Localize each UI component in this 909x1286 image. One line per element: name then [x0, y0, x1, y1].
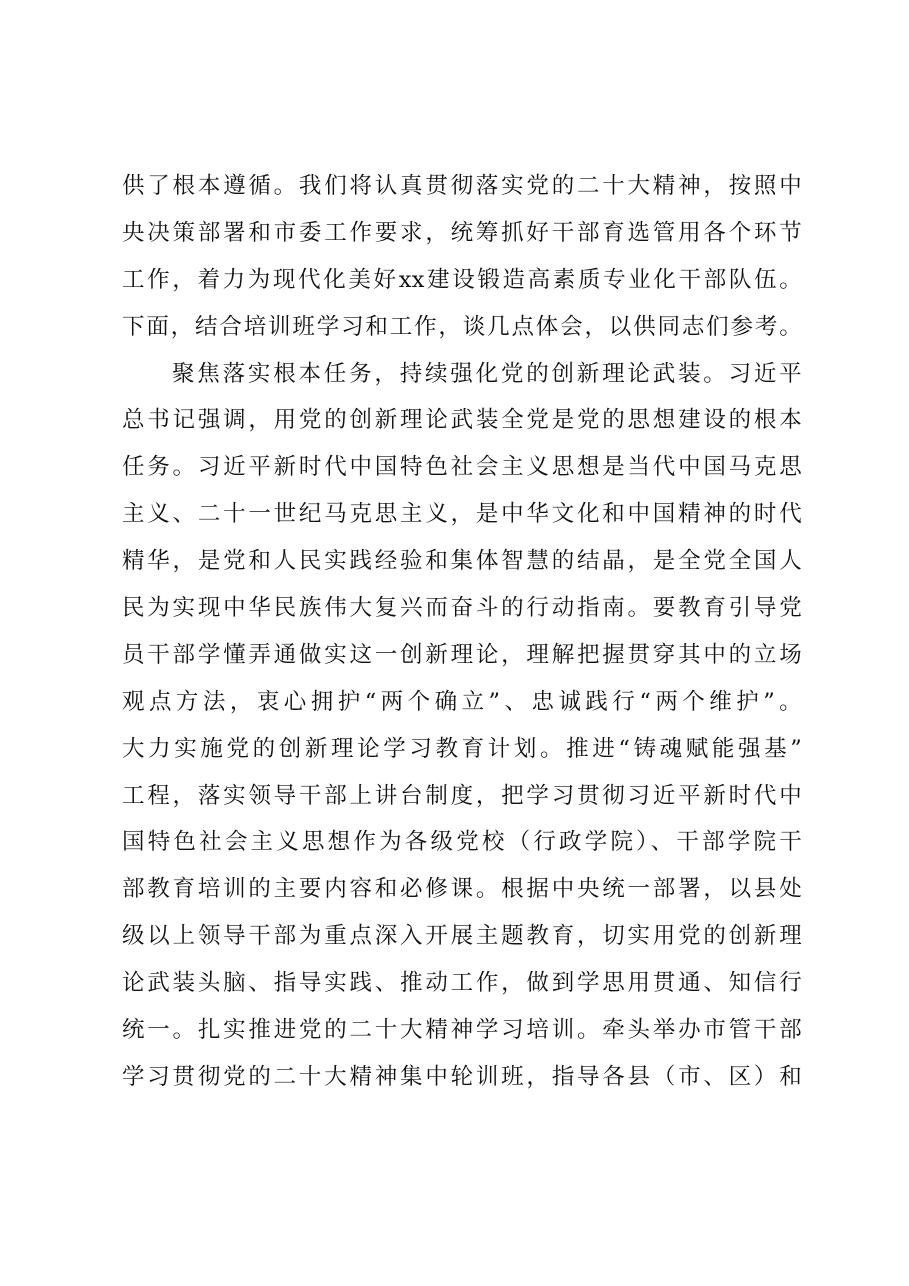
text-line: 级以上领导干部为重点深入开展主题教育，切实用党的创新理	[122, 923, 802, 950]
text-line: 学习贯彻党的二十大精神集中轮训班，指导各县（市、区）和	[122, 1063, 802, 1090]
text-line: 工作，着力为现代化美好xx建设锻造高素质专业化干部队伍。	[122, 266, 802, 293]
text-line: 国特色社会主义思想作为各级党校（行政学院）、干部学院干	[122, 829, 802, 856]
text-line: 民为实现中华民族伟大复兴而奋斗的行动指南。要教育引导党	[122, 595, 802, 622]
text-line: 统一。扎实推进党的二十大精神学习培训。牵头举办市管干部	[122, 1017, 802, 1044]
text-line: 部教育培训的主要内容和必修课。根据中央统一部署，以县处	[122, 876, 802, 903]
text-line: 大力实施党的创新理论学习教育计划。推进“铸魂赋能强基”	[122, 735, 802, 762]
paragraph-start-line: 聚焦落实根本任务，持续强化党的创新理论武装。习近平	[172, 360, 802, 387]
text-line: 主义、二十一世纪马克思主义，是中华文化和中国精神的时代	[122, 501, 802, 528]
text-line: 员干部学懂弄通做实这一创新理论，理解把握贯穿其中的立场	[122, 641, 802, 668]
text-line: 下面，结合培训班学习和工作，谈几点体会，以供同志们参考。	[122, 313, 802, 340]
text-line: 工程，落实领导干部上讲台制度，把学习贯彻习近平新时代中	[122, 782, 802, 809]
text-line: 央决策部署和市委工作要求，统筹抓好干部育选管用各个环节	[122, 219, 802, 246]
document-body	[122, 163, 802, 1101]
text-line: 论武装头脑、指导实践、推动工作，做到学思用贯通、知信行	[122, 970, 802, 997]
text-line: 总书记强调，用党的创新理论武装全党是党的思想建设的根本	[122, 407, 802, 434]
text-line: 观点方法，衷心拥护“两个确立”、忠诚践行“两个维护”。	[122, 688, 802, 715]
text-line: 任务。习近平新时代中国特色社会主义思想是当代中国马克思	[122, 454, 802, 481]
text-line: 精华，是党和人民实践经验和集体智慧的结晶，是全党全国人	[122, 548, 802, 575]
text-line: 供了根本遵循。我们将认真贯彻落实党的二十大精神，按照中	[122, 173, 802, 199]
